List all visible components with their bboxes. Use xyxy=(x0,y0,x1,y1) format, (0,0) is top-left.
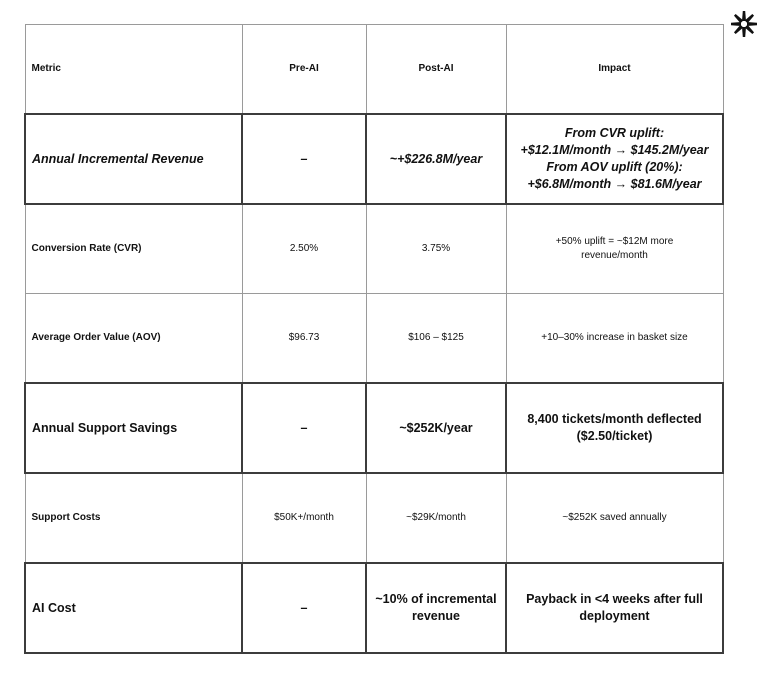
impact-cell xyxy=(506,563,723,653)
pre-ai-cell: $96.73 xyxy=(242,294,366,384)
post-ai-cell: ~10% of incremental revenue xyxy=(366,563,506,653)
impact-line: ($2.50/ticket) xyxy=(576,429,653,443)
starburst-logo-icon xyxy=(730,10,758,38)
table-row-ai-cost xyxy=(25,563,723,653)
post-ai-cell: $106 – $125 xyxy=(366,294,506,384)
impact-cell xyxy=(506,473,723,563)
impact-line: revenue/month xyxy=(581,250,648,261)
post-ai-cell: ~+$226.8M/year xyxy=(366,114,506,204)
table-row-annual-incremental-revenue xyxy=(25,114,723,204)
impact-line: +10–30% increase in basket size xyxy=(541,332,688,343)
table-row-annual-support-savings xyxy=(25,383,723,473)
impact-line: deployment xyxy=(579,609,650,623)
metric-cell: Annual Incremental Revenue xyxy=(25,114,242,204)
impact-cell xyxy=(506,204,723,294)
impact-line: Payback in <4 weeks after full xyxy=(526,592,703,606)
metric-cell: Support Costs xyxy=(25,473,242,563)
table-row-average-order-value xyxy=(25,294,723,384)
metric-cell: Annual Support Savings xyxy=(25,383,242,473)
metric-cell: AI Cost xyxy=(25,563,242,653)
header-post-ai: Post-AI xyxy=(366,25,506,115)
impact-cell xyxy=(506,294,723,384)
pre-ai-cell: – xyxy=(242,114,366,204)
table-row-conversion-rate xyxy=(25,204,723,294)
impact-cell xyxy=(506,114,723,204)
post-ai-cell: ~$29K/month xyxy=(366,473,506,563)
impact-cell xyxy=(506,383,723,473)
impact-line: ~$252K saved annually xyxy=(562,512,667,523)
post-ai-cell: 3.75% xyxy=(366,204,506,294)
impact-line: 8,400 tickets/month deflected xyxy=(527,412,702,426)
header-metric: Metric xyxy=(25,25,242,115)
header-impact: Impact xyxy=(506,25,723,115)
impact-line: From AOV uplift (20%): xyxy=(546,160,683,174)
pre-ai-cell: 2.50% xyxy=(242,204,366,294)
pre-ai-cell: – xyxy=(242,383,366,473)
table-row-support-costs xyxy=(25,473,723,563)
impact-line: From CVR uplift: xyxy=(564,126,665,140)
post-ai-cell: ~$252K/year xyxy=(366,383,506,473)
impact-line: +$12.1M/month → $145.2M/year xyxy=(520,143,709,157)
header-pre-ai: Pre-AI xyxy=(242,25,366,115)
metric-cell: Average Order Value (AOV) xyxy=(25,294,242,384)
pre-ai-cell: – xyxy=(242,563,366,653)
metric-cell: Conversion Rate (CVR) xyxy=(25,204,242,294)
impact-line: +50% uplift = ~$12M more xyxy=(555,236,674,247)
table-header-row xyxy=(25,25,723,115)
pre-ai-cell: $50K+/month xyxy=(242,473,366,563)
impact-line: +$6.8M/month → $81.6M/year xyxy=(527,177,702,191)
roi-comparison-table xyxy=(24,24,724,654)
